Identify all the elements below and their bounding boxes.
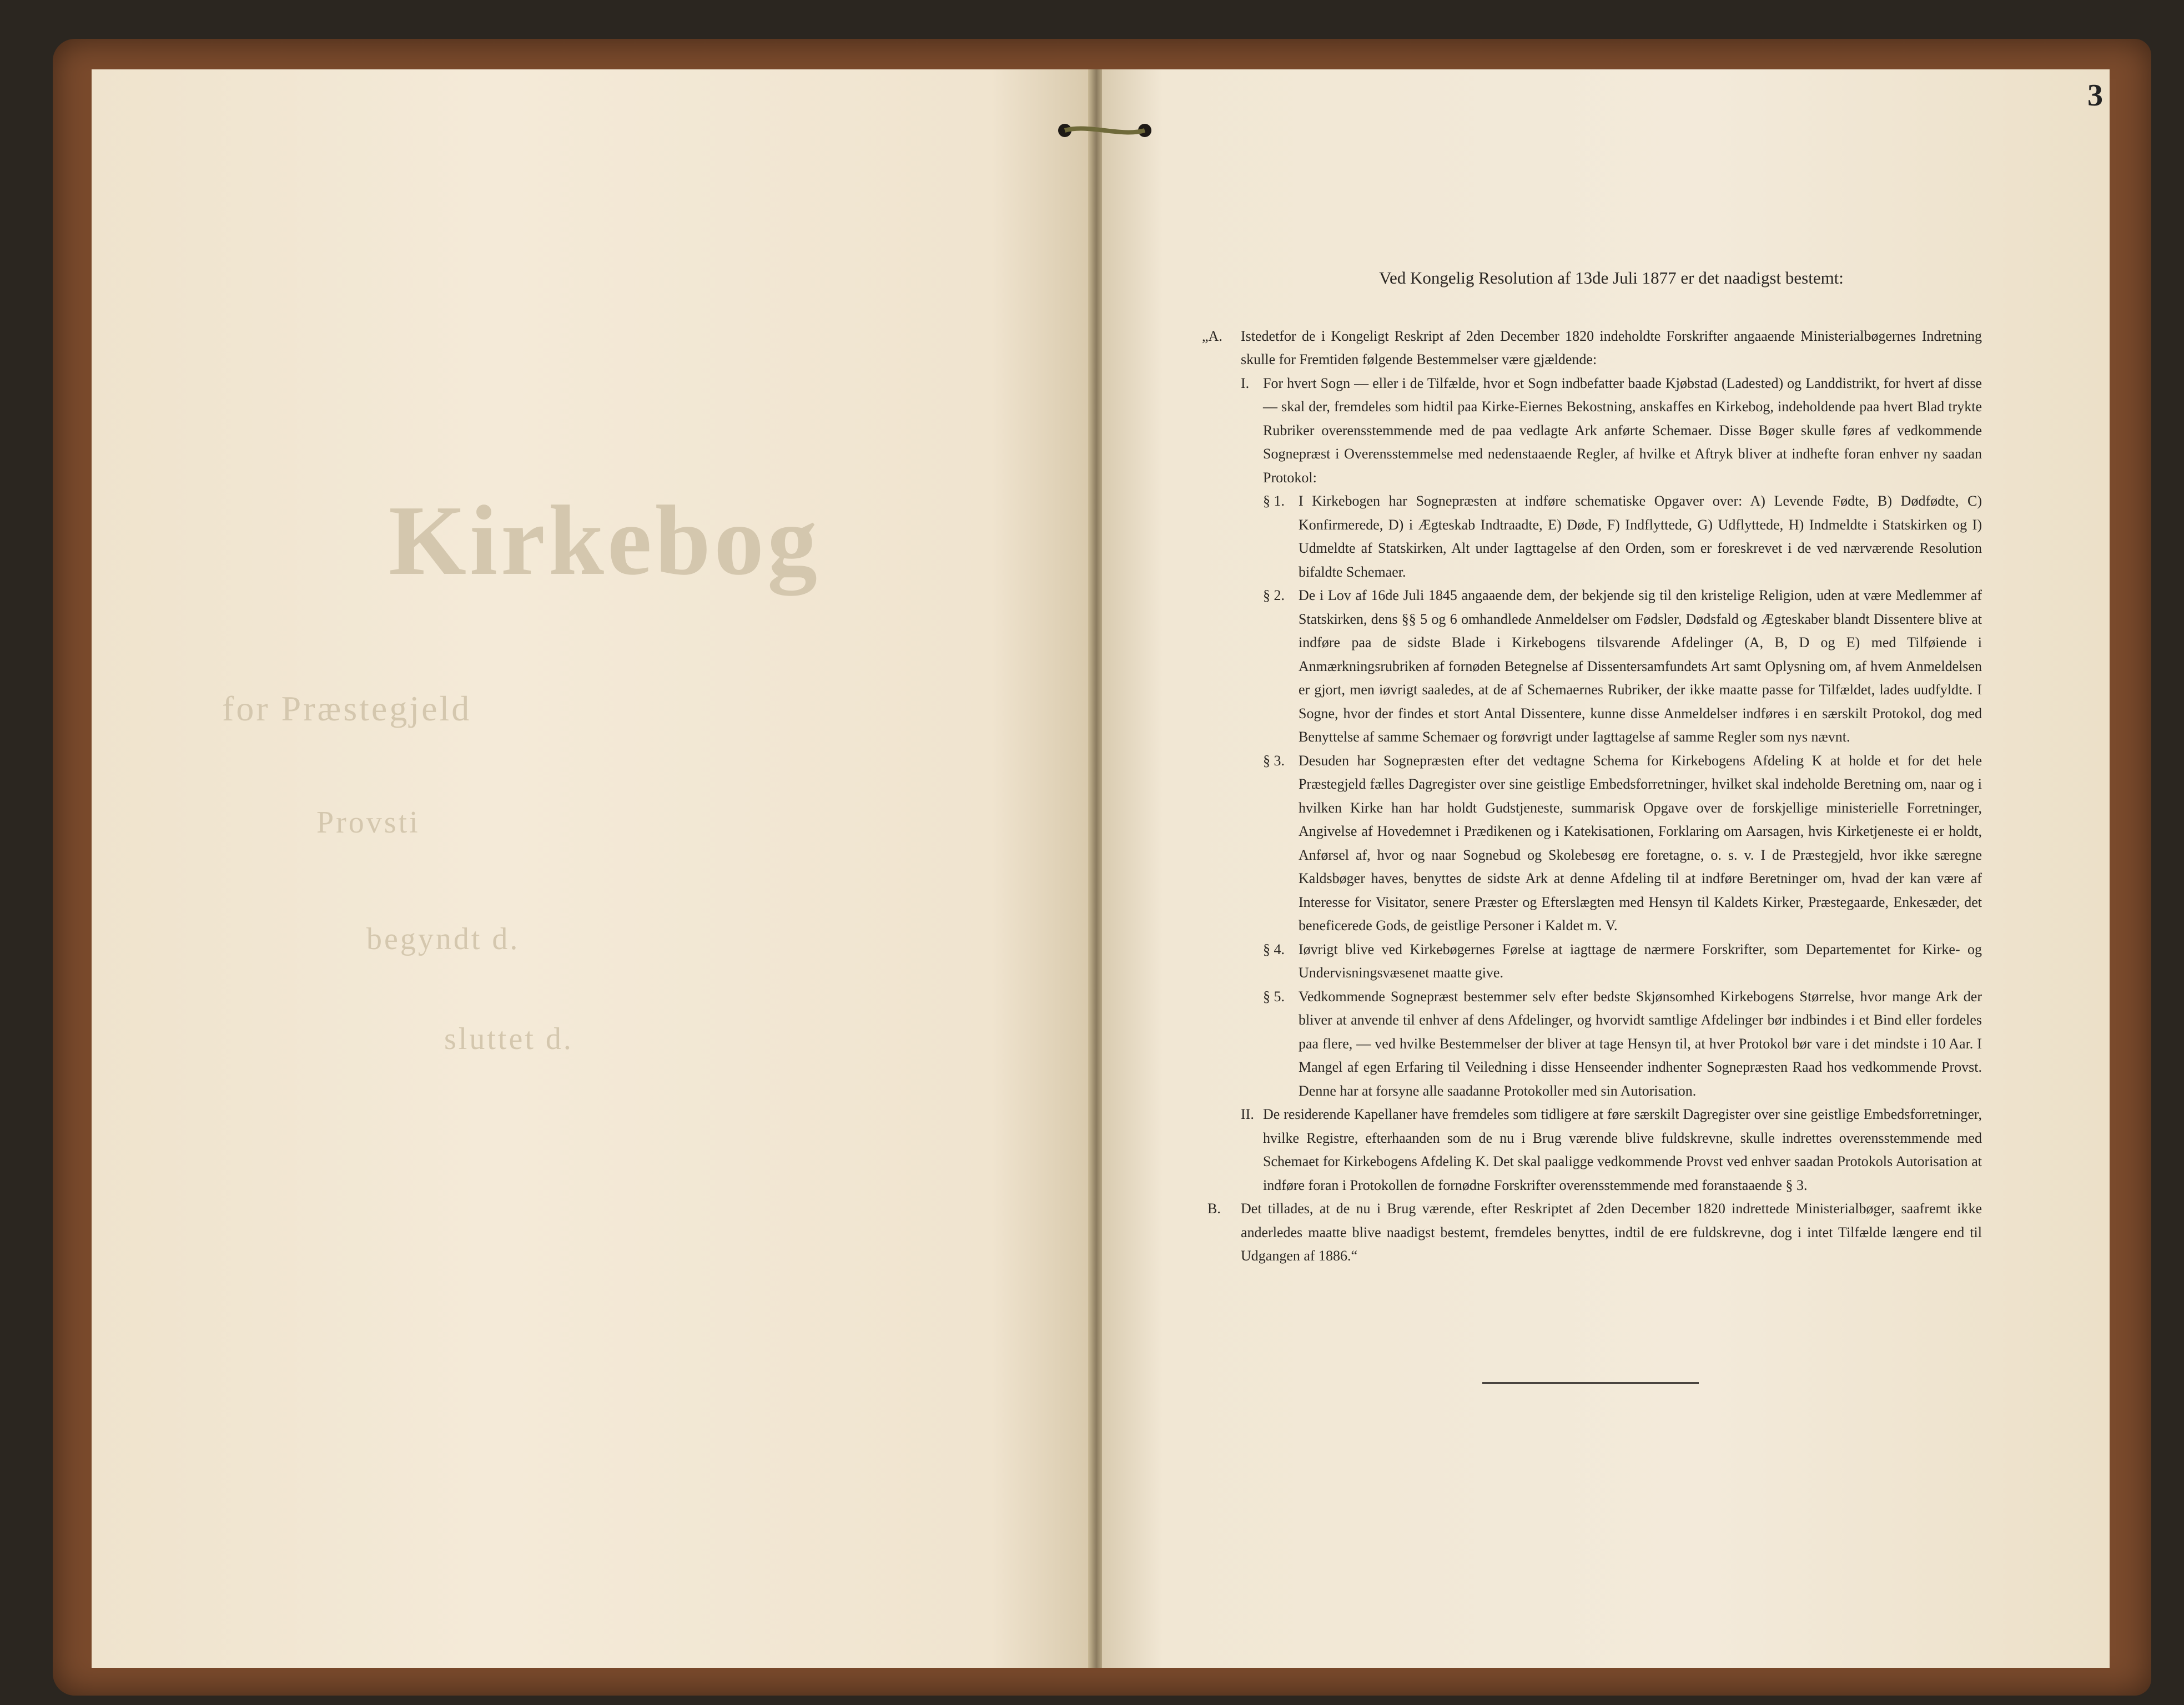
paragraph-3-text: Desuden har Sognepræsten efter det vedtagne Schema for Kirkebogens Afdeling K at holde et for det hele Præstegjeld fælles Dagregister over sine geistlige Embedsforretninger, hvilket skal indeholde Beretning om, naar og i hvilken Kirke han har holdt Gudstjeneste, summarisk Opgave over de forskjellige ministerielle Forretninger, Angivelse af Hovedemnet i Prædikenen og i Katekisationen, Forklaring om Aarsagen, hvis Kirketjeneste ei er holdt, Anførsel af, hvor og naar Sognebud og Skolebesøg ere foretagne, o. s. v. I de Præstegjeld, hvor ikke særegne Kaldsbøger haves, benyttes de sidste Ark at denne Afdeling til at indføre Beretninger om, hvad der kan være af Interesse for Visitator, senere Præster og Efterslægten med Hensyn til Kaldets Kirker, Præstegaarde, Enkesæder, det beneficerede Gods, de geistlige Personer i Kaldet m. V.: [1299, 752, 1982, 934]
paragraph-1: [1207, 490, 1982, 584]
paragraph-1-text: I Kirkebogen har Sognepræsten at indføre schematiske Opgaver over: A) Levende Fødte, B) Dødfødte, C) Konfirmerede, D) i Ægteskab Indtraadte, E) Døde, F) Indflyttede, G) Udflyttede, H) Indmeldte i Statskirken og I) Udmeldte af Statskirken, Alt under Iagttagelse af den Orden, som er foreskrevet i de ved nærværende Resolution bifaldte Schemaer.: [1299, 493, 1982, 580]
paragraph-4-label: § 4.: [1263, 941, 1285, 957]
section-b-text: Det tillades, at de nu i Brug værende, efter Reskriptet af 2den December 1820 indrettede Ministerialbøger, saafremt ikke anderledes maatte blive naadigst bestemt, fremdeles benyttes, indtil de ere fuldskrevne, dog i intet Tilfælde længere end til Udgangen af 1886.“: [1241, 1200, 1982, 1264]
paragraph-5: [1207, 985, 1982, 1103]
section-a-text: Istedetfor de i Kongeligt Reskript af 2den December 1820 indeholdte Forskrifter angaaende Ministerialbøgernes Indretning skulle for Fremtiden følgende Bestemmelser være gjældende:: [1241, 327, 1982, 367]
left-page-begun-line: begyndt d.: [366, 922, 520, 956]
section-ii-label: II.: [1241, 1106, 1254, 1122]
paragraph-5-label: § 5.: [1263, 988, 1285, 1005]
left-page-title: Kirkebog: [389, 485, 821, 596]
paragraph-1-label: § 1.: [1263, 493, 1285, 509]
paragraph-2: [1207, 584, 1982, 749]
paragraph-4: [1207, 938, 1982, 985]
paragraph-3-label: § 3.: [1263, 752, 1285, 769]
paragraph-2-text: De i Lov af 16de Juli 1845 angaaende dem, der bekjende sig til den kristelige Religion, uden at være Medlemmer af Statskirken, dens §§ 5 og 6 omhandlede Anmeldelser om Fødsler, Dødsfald og Ægteskaber blandt Dissentere blive at indføre paa de sidste Blade i Kirkebogens tilsvarende Afdelinger (A, B, D og E) med Tilføiende i Anmærkningsrubriken af fornøden Betegnelse af Dissentersamfundets Art samt Oplysning om, af hvem Anmeldelsen er gjort, men iøvrigt saaledes, at de af Schemaernes Rubriker, der ikke maatte passe for Tilfældet, lades uudfyldte. I Sogne, hvor der findes et stort Antal Dissentere, kunne disse Anmeldelser indføres i en særskilt Protokol, dog med Benyttelse af samme Schemaer og forøvrigt under Iagttagelse af samme Regler som nys nævnt.: [1299, 587, 1982, 745]
section-b: [1207, 1197, 1982, 1268]
paragraph-3: [1207, 749, 1982, 938]
paragraph-5-text: Vedkommende Sognepræst bestemmer selv efter bedste Skjønsomhed Kirkebogens Størrelse, hvor mange Ark der bliver at anvende til enhver af dens Afdelinger, og hvorvidt samtlige Afdelinger bør indbindes i et Bind eller fordeles paa flere, — ved hvilke Bestemmelser der bliver at tage Hensyn til, at hver Protokol bør vare i det mindste i 10 Aar. I Mangel af egen Erfaring til Veiledning i disse Henseender indhenter Sognepræsten Raad hos vedkommende Provst. Denne har at forsyne alle saadanne Protokoller med sin Autorisation.: [1299, 988, 1982, 1099]
section-i: [1207, 372, 1982, 490]
left-page-ended-line: sluttet d.: [444, 1022, 573, 1056]
section-ii: [1207, 1103, 1982, 1197]
section-a-label: „A.: [1202, 327, 1222, 344]
section-ii-text: De residerende Kapellaner have fremdeles som tidligere at føre særskilt Dagregister over sine geistlige Embedsforretninger, hvilke Registre, efterhaanden som de nu i Brug værende blive fuldskrevne, skulle indrettes overensstemmende med Schemaet for Kirkebogens Afdeling K. Det skal paaligge vedkommende Provst ved enhver saadan Protokols Autorisation at indføre foran i Protokollen de fornødne Forskrifter overensstemmende med foranstaaende § 3.: [1263, 1106, 1982, 1193]
left-page: [92, 69, 1091, 1668]
resolution-text: [1202, 266, 1982, 1268]
section-a: [1202, 325, 1982, 372]
section-b-label: B.: [1207, 1200, 1221, 1217]
page-heading: Ved Kongelig Resolution af 13de Juli 1877 er det naadigst bestemt:: [1379, 268, 1844, 287]
left-page-deanery-line: Provsti: [316, 805, 420, 840]
page-number: 3: [2087, 78, 2103, 113]
section-i-text: For hvert Sogn — eller i de Tilfælde, hvor et Sogn indbefatter baade Kjøbstad (Ladested) og Landdistrikt, for hvert af disse — skal der, fremdeles som hidtil paa Kirke-Eiernes Bekostning, anskaffes en Kirkebog, indeholdende paa hvert Blad trykte Rubriker overensstemmende med de paa vedlagte Ark anførte Schemaer. Disse Bøger skulle føres af vedkommende Sognepræst i Overensstemmelse med nedenstaaende Regler, af hvilke et Aftryk bliver at indhefte foran enhver ny saadan Protokol:: [1263, 375, 1982, 486]
closing-rule: [1482, 1382, 1699, 1384]
binding-thread-icon: [1055, 119, 1155, 142]
section-i-label: I.: [1241, 375, 1250, 391]
left-page-parish-line: for Præstegjeld: [222, 689, 472, 728]
paragraph-2-label: § 2.: [1263, 587, 1285, 603]
paragraph-4-text: Iøvrigt blive ved Kirkebøgernes Førelse at iagttage de nærmere Forskrifter, som Departementet for Kirke- og Undervisningsvæsenet maatte give.: [1299, 941, 1982, 981]
